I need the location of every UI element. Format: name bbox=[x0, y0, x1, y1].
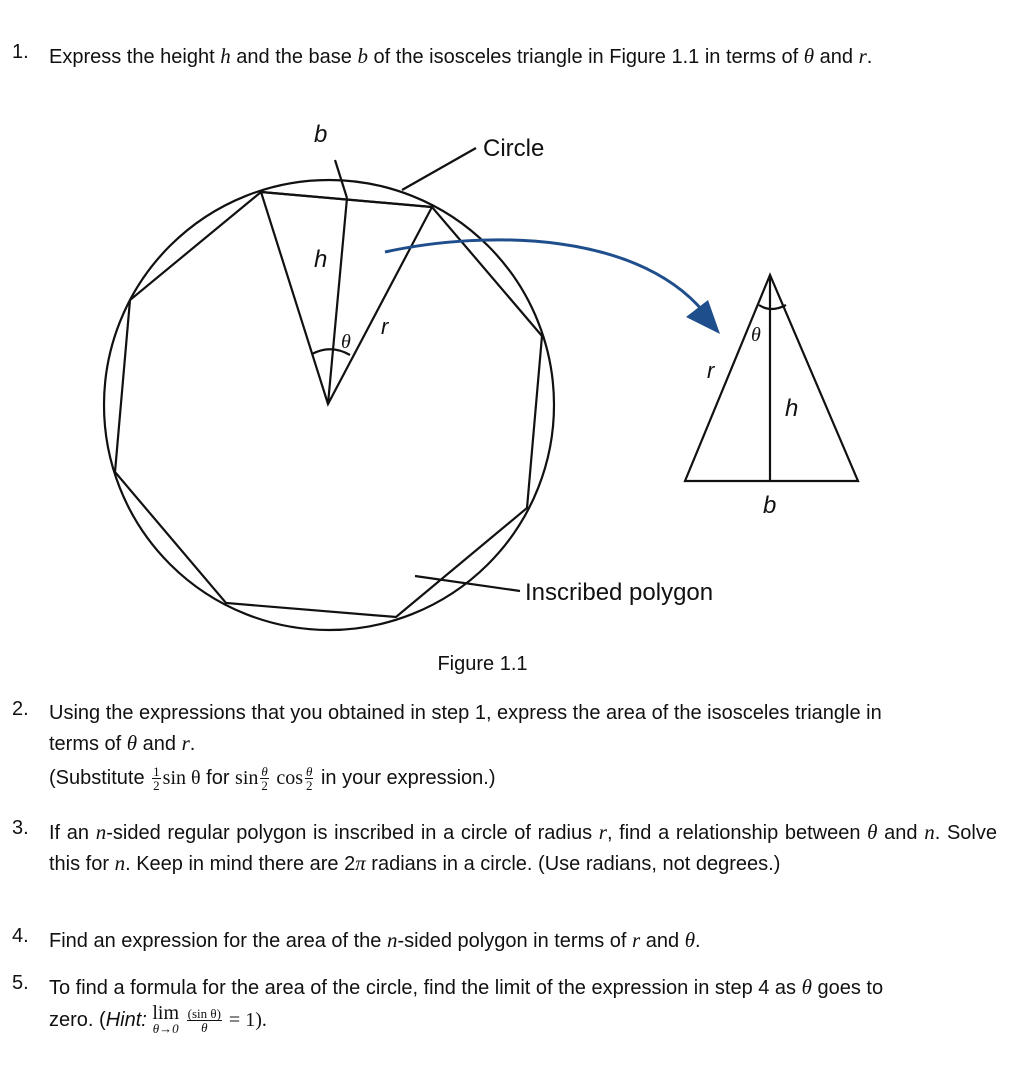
circle-shape bbox=[104, 180, 554, 630]
figure-caption: Figure 1.1 bbox=[437, 653, 528, 675]
question-3 bbox=[12, 817, 997, 879]
question-text: Express the height h and the base b of the isosceles triangle in Figure 1.1 in terms of θ and r. bbox=[49, 44, 873, 68]
question-number: 4. bbox=[12, 925, 29, 947]
question-number: 2. bbox=[12, 698, 29, 720]
question-text: If an n-sided regular polygon is inscribed in a circle of radius r, find a relationship between θ and n. Solve this for n. Keep in mind there are 2π radians in a circle. (Use radians, not degrees.) bbox=[49, 820, 997, 875]
limit-expression: lim θ→0 bbox=[152, 1002, 180, 1036]
figure-inscribed-polygon bbox=[95, 110, 895, 640]
circle-pointer-line bbox=[402, 148, 476, 190]
label-circle: Circle bbox=[483, 135, 545, 162]
fraction-theta-half: $\frac{\theta}{2}$ bbox=[261, 764, 268, 794]
question-text: Find an expression for the area of the n-sided polygon in terms of r and θ. bbox=[49, 928, 701, 952]
label-inscribed-polygon: Inscribed polygon bbox=[525, 579, 714, 606]
label-theta-left: θ bbox=[341, 331, 351, 353]
b-pointer-line bbox=[335, 160, 347, 198]
transfer-arrow bbox=[385, 240, 710, 320]
left-triangle-shape bbox=[261, 192, 432, 404]
question-text: Using the expressions that you obtained in step 1, express the area of the isosceles triangle in terms of θ and r. (Substitute $\frac{1}{2}$ sin θ for sin $\frac{\theta}{2}$ cos $\frac{\theta}{2}$ in your expression.) bbox=[49, 702, 882, 794]
fraction-sin-theta: $\frac{\text{(sin θ)}}{\theta}$ bbox=[187, 1006, 221, 1036]
fraction-theta-half-2: $\frac{\theta}{2}$ bbox=[305, 764, 313, 794]
arrow-head bbox=[686, 300, 720, 334]
label-h-left: h bbox=[314, 246, 328, 273]
question-5 bbox=[12, 972, 997, 1037]
question-number: 5. bbox=[12, 972, 29, 994]
question-number: 3. bbox=[12, 817, 29, 839]
label-b-right: b bbox=[763, 492, 777, 519]
label-h-right: h bbox=[785, 395, 799, 422]
question-text: To find a formula for the area of the circle, find the limit of the expression in step 4 as θ goes to zero. (Hint: lim θ→0 $\frac{\text{(sin θ)}}{\theta}$ = 1). bbox=[49, 975, 884, 1036]
question-4 bbox=[12, 925, 997, 956]
label-b-top: b bbox=[314, 121, 328, 148]
fraction-one-half: $\frac{1}{2}$ bbox=[153, 764, 160, 794]
question-number: 1. bbox=[12, 41, 29, 63]
question-1 bbox=[12, 41, 997, 72]
label-theta-right: θ bbox=[751, 324, 761, 346]
question-2 bbox=[12, 698, 997, 793]
label-r-left: r bbox=[381, 314, 389, 339]
label-r-right: r bbox=[707, 358, 715, 383]
